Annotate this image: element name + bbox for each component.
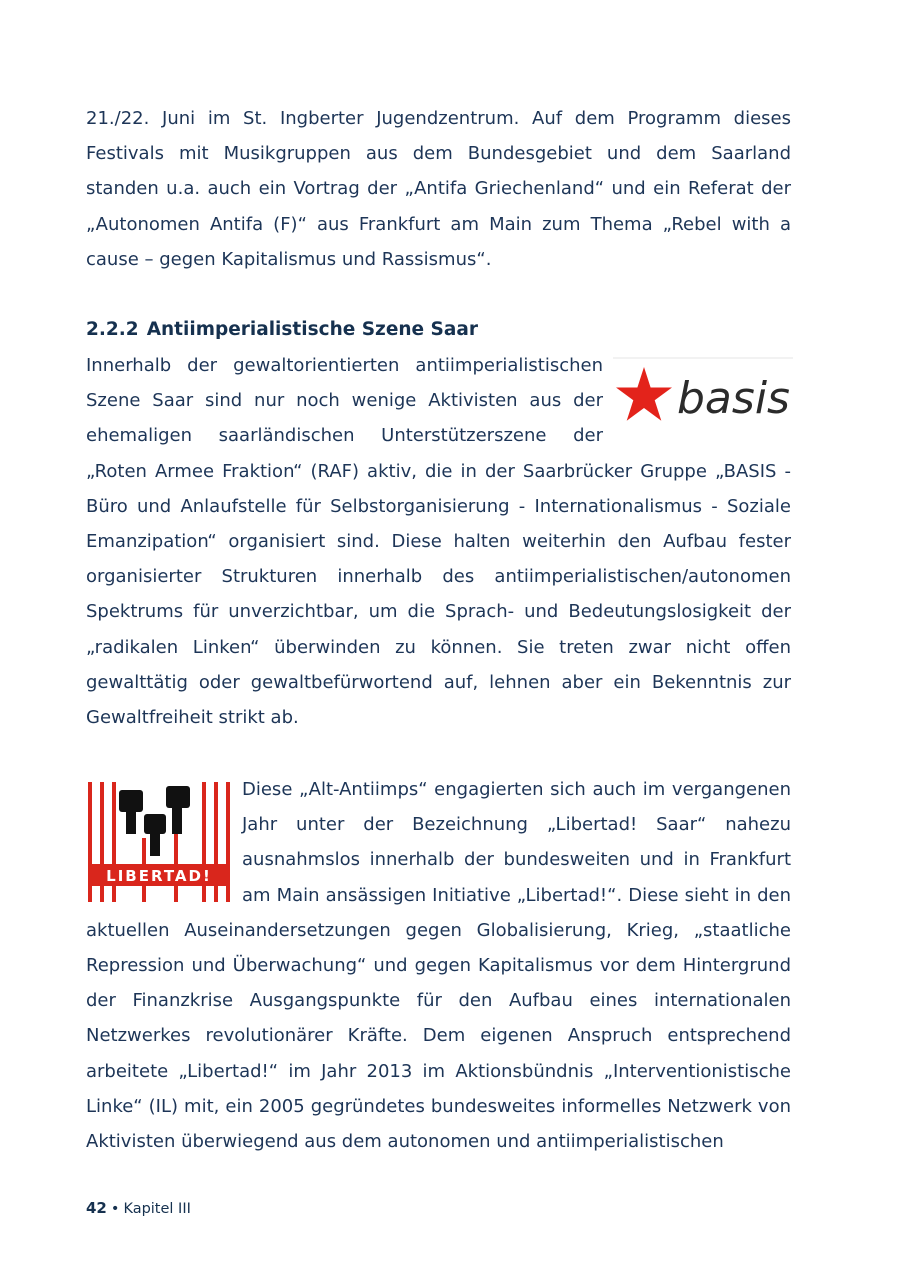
paragraph-libertad bbox=[86, 772, 791, 1159]
basis-logo-text: basis bbox=[677, 373, 790, 424]
libertad-logo bbox=[86, 778, 232, 906]
footer-separator: • bbox=[110, 1201, 120, 1217]
chapter-label: Kapitel III bbox=[123, 1201, 191, 1217]
section-title: Antiimperialistische Szene Saar bbox=[146, 319, 478, 340]
libertad-logo-text: LIBERTAD! bbox=[106, 867, 212, 885]
section-number: 2.2.2 bbox=[86, 319, 139, 340]
page-number: 42 bbox=[86, 1199, 107, 1217]
paragraph-intro bbox=[86, 101, 791, 277]
red-star-icon bbox=[616, 367, 672, 421]
basis-logo bbox=[613, 357, 793, 437]
paragraph-text: Innerhalb der gewaltorientierten antiimperialistischen Szene Saar sind nur noch wenige Aktivisten aus der ehemaligen saarländischen Unterstützerszene der „Roten Armee Fraktion“ (RAF) aktiv, die in der Saarbrücker Gruppe „BASIS - Büro und Anlaufstelle für Selbstorganisierung - Internationalismus - Soziale Emanzipation“ organisiert sind. Diese halten weiterhin den Aufbau fester organisierter Strukturen innerhalb des antiimperialistischen/autonomen Spektrums für unverzichtbar, um die Sprach- und Bedeutungslosigkeit der „radikalen Linken“ überwinden zu können. Sie treten zwar nicht offen gewalttätig oder gewaltbefürwortend auf, lehnen aber ein Bekenntnis zur Gewaltfreiheit strikt ab. bbox=[86, 355, 791, 729]
paragraph-text: 21./22. Juni im St. Ingberter Jugendzentrum. Auf dem Programm dieses Festivals mit Musikgruppen aus dem Bundesgebiet und dem Saarland standen u.a. auch ein Vortrag der „Antifa Griechenland“ und ein Referat der „Autonomen Antifa (F)“ aus Frankfurt am Main zum Thema „Rebel with a cause – gegen Kapitalismus und Rassismus“. bbox=[86, 108, 791, 270]
paragraph-text: Diese „Alt-Antiimps“ engagierten sich auch im vergangenen Jahr unter der Bezeichnung „Libertad! Saar“ nahezu ausnahmslos innerhalb der bundesweiten und in Frankfurt am Main ansässigen Initiative „Libertad!“. Diese sieht in den aktuellen Auseinandersetzungen gegen Globalisierung, Krieg, „staatliche Repression und Überwachung“ und gegen Kapitalismus vor dem Hintergrund der Finanzkrise Ausgangspunkte für den Aufbau eines internationalen Netzwerkes revolutionärer Kräfte. Dem eigenen Anspruch entsprechend arbeitete „Libertad!“ im Jahr 2013 im Aktionsbündnis „Interventionistische Linke“ (IL) mit, ein 2005 gegründetes bundesweites informelles Netzwerk von Aktivisten überwiegend aus dem autonomen und antiimperialistischen bbox=[86, 779, 791, 1153]
section-heading bbox=[86, 315, 478, 345]
page-footer bbox=[86, 1196, 191, 1221]
raised-fists-icon bbox=[119, 786, 190, 856]
paragraph-basis bbox=[86, 348, 791, 735]
